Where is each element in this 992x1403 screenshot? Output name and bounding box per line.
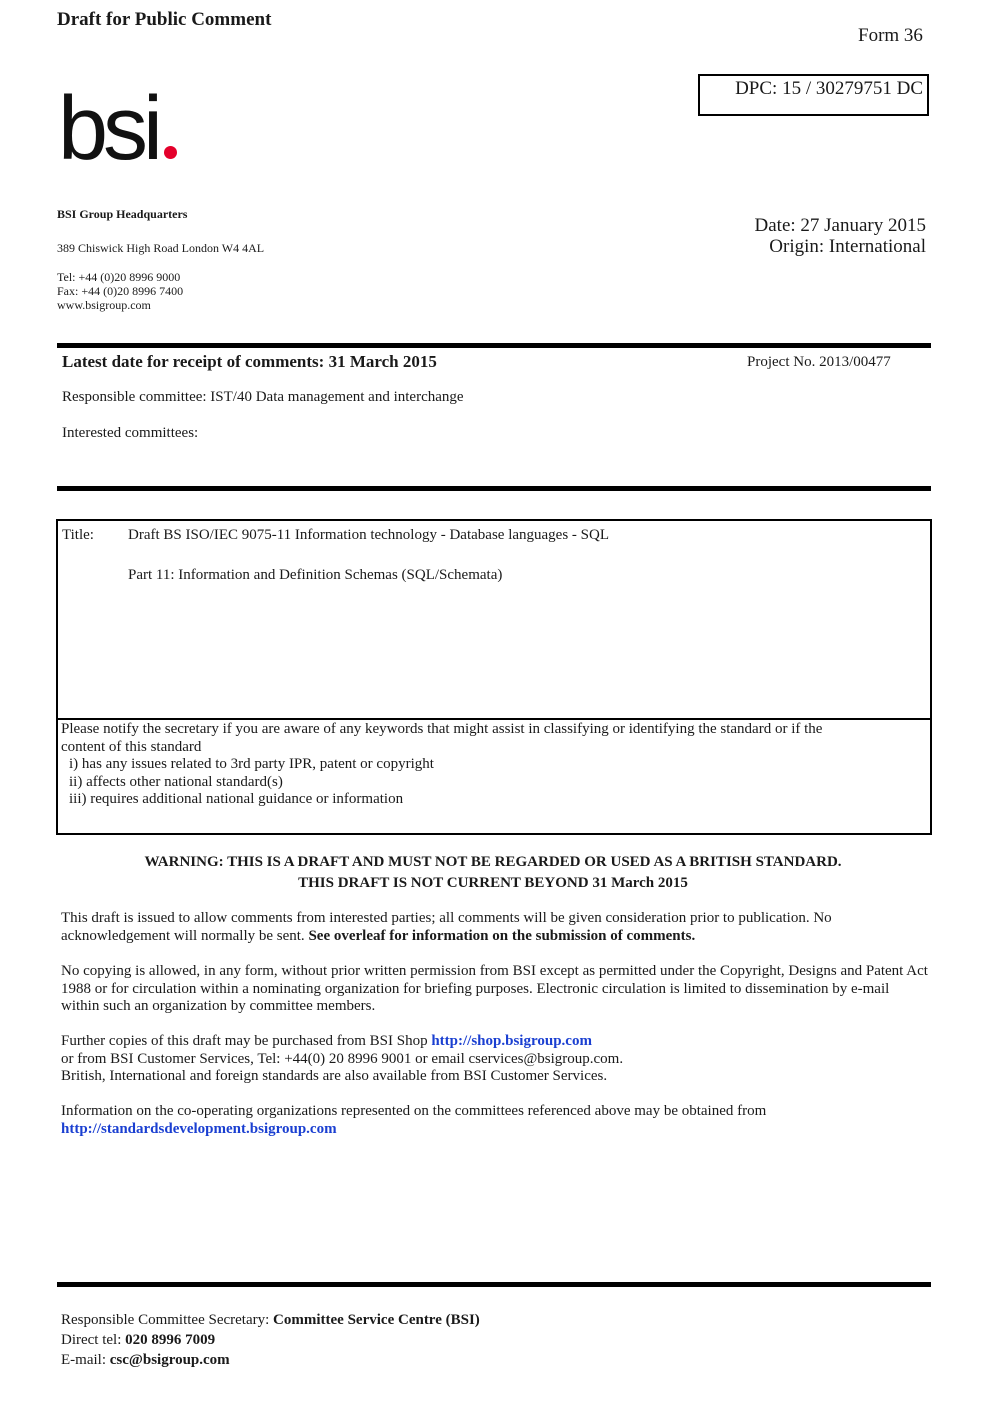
copies-line-1 [61, 1033, 931, 1051]
notify-item: i) has any issues related to 3rd party IPR, patent or copyright [69, 756, 434, 772]
org-name: BSI Group Headquarters [57, 207, 188, 221]
paragraph-organizations [61, 1103, 931, 1138]
tel-label: Direct tel: [61, 1332, 126, 1348]
warning-line-2: THIS DRAFT IS NOT CURRENT BEYOND 31 March 2015 [298, 875, 688, 891]
paragraph-comments [61, 910, 931, 945]
email-label: E-mail: [61, 1352, 110, 1368]
title-line-1: Draft BS ISO/IEC 9075-11 Information technology - Database languages - SQL [128, 527, 610, 543]
project-number: Project No. 2013/00477 [747, 354, 891, 370]
notify-intro-2: content of this standard [61, 738, 202, 755]
notify-item: iii) requires additional national guidance or information [69, 791, 404, 807]
notify-intro-1: Please notify the secretary if you are aware of any keywords that might assist in classifying or identifying the standard or if the [61, 721, 823, 737]
org-contact [57, 270, 183, 312]
email-value[interactable]: csc@bsigroup.com [109, 1352, 230, 1368]
form-number: Form 36 [858, 25, 923, 46]
divider-top [57, 343, 931, 348]
brand-dot-icon [164, 146, 177, 159]
document-origin: Origin: International [769, 236, 926, 257]
notify-item: ii) affects other national standard(s) [69, 773, 283, 790]
divider-middle [57, 486, 931, 491]
bsi-shop-link[interactable]: http://shop.bsigroup.com [431, 1033, 592, 1049]
org-tel: Tel: +44 (0)20 8996 9000 [57, 270, 181, 284]
responsible-committee: Responsible committee: IST/40 Data management and interchange [62, 389, 464, 405]
title-box-divider [58, 718, 930, 720]
bsi-logo-text: bsi [58, 79, 159, 179]
interested-committees: Interested committees: [62, 425, 199, 441]
warning-line-1: WARNING: THIS IS A DRAFT AND MUST NOT BE REGARDED OR USED AS A BRITISH STANDARD. [144, 854, 842, 870]
org-web: www.bsigroup.com [57, 298, 151, 312]
paragraph-copies [61, 1033, 931, 1086]
paragraph-copying: No copying is allowed, in any form, without prior written permission from BSI except as permitted under the Copyright, Designs and Patent Act 1988 or for circulation within a nominating organization for briefing purposes. Electronic circulation is limited to dissemination by e-mail within such an organization by committee members. [61, 963, 928, 1014]
title-line-2: Part 11: Information and Definition Schemas (SQL/Schemata) [128, 567, 503, 583]
secretary-label: Responsible Committee Secretary: [61, 1312, 274, 1328]
organizations-text: Information on the co-operating organizations represented on the committees referenced above may be obtained from [61, 1103, 767, 1119]
draft-label: Draft for Public Comment [57, 9, 272, 30]
paragraph-comments-text: This draft is issued to allow comments from interested parties; all comments will be given consideration prior to publication. No acknowledgement will normally be sent. [61, 910, 832, 944]
overleaf-notice: See overleaf for information on the submission of comments. [308, 927, 696, 944]
document-date: Date: 27 January 2015 [754, 215, 926, 236]
standards-development-link[interactable]: http://standardsdevelopment.bsigroup.com [61, 1120, 337, 1137]
org-fax: Fax: +44 (0)20 8996 7400 [57, 284, 184, 298]
divider-bottom [57, 1282, 931, 1287]
secretary-value: Committee Service Centre (BSI) [273, 1312, 480, 1328]
notify-section [61, 721, 927, 809]
footer-contact [61, 1310, 480, 1370]
bsi-logo [58, 79, 177, 179]
copies-text: Further copies of this draft may be purchased from BSI Shop [61, 1033, 432, 1049]
tel-value: 020 8996 7009 [125, 1332, 216, 1348]
draft-warning [57, 852, 929, 894]
latest-comment-date: Latest date for receipt of comments: 31 March 2015 [62, 352, 437, 371]
footer-secretary [61, 1310, 480, 1330]
org-address: 389 Chiswick High Road London W4 4AL [57, 241, 265, 255]
title-label: Title: [62, 527, 94, 543]
copies-line-3: British, International and foreign standards are also available from BSI Customer Services. [61, 1068, 608, 1084]
copies-line-2: or from BSI Customer Services, Tel: +44(0) 20 8996 9001 or email cservices@bsigroup.com. [61, 1050, 624, 1067]
dpc-reference-box [698, 74, 929, 116]
footer-tel [61, 1330, 480, 1350]
dpc-reference: DPC: 15 / 30279751 DC [735, 78, 923, 99]
meta-block [755, 215, 926, 257]
footer-email [61, 1350, 480, 1370]
